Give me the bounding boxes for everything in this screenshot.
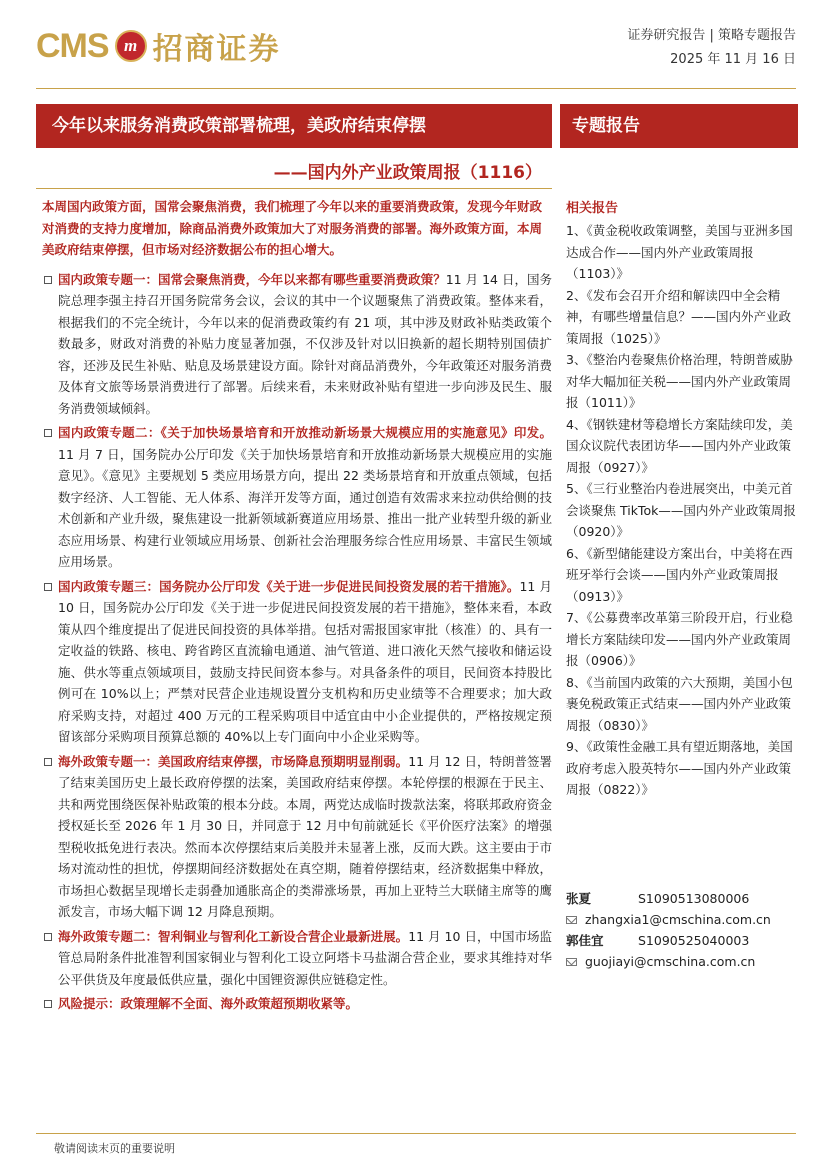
checkbox-bullet-icon: [44, 933, 52, 941]
risk-item: [42, 993, 552, 1015]
checkbox-bullet-icon: [44, 276, 52, 284]
report-title: 今年以来服务消费政策部署梳理，美政府结束停摆: [36, 104, 552, 148]
analyst-email-row: [566, 909, 798, 930]
policy-item: [42, 422, 552, 573]
report-type: 证券研究报告 | 策略专题报告: [627, 28, 796, 43]
header-meta: [627, 24, 796, 72]
policy-item-head: 海外政策专题一：美国政府结束停摆，市场降息预期明显削弱。: [58, 753, 409, 769]
logo-badge-icon: m: [115, 30, 147, 62]
summary: 本周国内政策方面，国常会聚焦消费，我们梳理了今年以来的重要消费政策，发现今年财政对消费的支持力度增加，除商品消费外政策加大了对服务消费的部署。海外政策方面，本周美政府结束停摆，但市场对经济数据公布的担心增大。: [42, 199, 543, 257]
checkbox-bullet-icon: [44, 429, 52, 437]
policy-item: [42, 926, 552, 991]
logo-chinese-name: 招商证券: [152, 32, 281, 67]
policy-item-body: 11 月 12 日，特朗普签署了结束美国历史上最长政府停摆的法案，美国政府结束停摆。本轮停摆的根源在于民主、共和两党围绕医保补贴政策的根本分歧。本周，两党达成临时拨款法案，将联邦政府资金授权延长至 2026 年 1 月 30 日，并同意于 12 月中旬前就延长《平价医疗法案》的增强型税收抵免进行表决。然而本次停摆结束后美股并未显著上涨，反而大跌。这主要由于市场对流动性的担忧，停摆期间经济数据处在真空期，随着停摆结束，经济数据集中释放，市场担心数据呈现增长走弱叠加通胀高企的类滞涨场景，再加上亚特兰大联储主席等的鹰派发言，市场大幅下调 12 月降息预期。: [58, 753, 552, 919]
policy-item-head: 海外政策专题二：智利铜业与智利化工新设合营企业最新进展。: [58, 928, 409, 944]
analysts: [566, 888, 798, 972]
checkbox-bullet-icon: [44, 1000, 52, 1008]
related-reports: [566, 198, 798, 801]
analyst-name: 张夏: [566, 891, 592, 906]
related-report-link[interactable]: 5、《三行业整治内卷进展突出，中美元首会谈聚焦 TikTok——国内外产业政策周报（0920）》: [566, 481, 796, 539]
risk-warning: 风险提示：政策理解不全面、海外政策超预期收紧等。: [58, 996, 359, 1011]
report-tag: 专题报告: [560, 104, 798, 148]
policy-item-body: 11 月 7 日，国务院办公厅印发《关于加快场景培育和开放推动新场景大规模应用的实施意见》。《意见》主要规划 5 类应用场景方向，提出 22 类场景培育和开放重点领域，包括数字经济、人工智能、无人体系、海洋开发等方面，通过创造有效需求来拉动供给侧的技术创新和产业升级，聚焦建设一批新领域新赛道应用场景、推出一批产业转型升级的新业态应用场景、构建行业领域应用场景、创新社会治理服务综合性应用场景、丰富民生领域应用场景。: [58, 446, 552, 569]
logo-text: CMS: [36, 26, 109, 65]
footer-note: 敬请阅读末页的重要说明: [54, 1142, 175, 1155]
analyst-email[interactable]: zhangxia1@cmschina.com.cn: [585, 912, 771, 927]
main-content: [42, 196, 552, 1018]
policy-item: [42, 751, 552, 923]
policy-item: [42, 576, 552, 748]
header-divider: [36, 88, 796, 89]
analyst-cert: S1090525040003: [638, 933, 750, 948]
checkbox-bullet-icon: [44, 758, 52, 766]
related-report-link[interactable]: 1、《黄金税收政策调整，美国与亚洲多国达成合作——国内外产业政策周报（1103）》: [566, 223, 793, 281]
policy-item-head: 国内政策专题三：国务院办公厅印发《关于进一步促进民间投资发展的若干措施》。: [58, 578, 520, 594]
mail-icon: [566, 916, 577, 924]
policy-item-body: 11 月 14 日，国务院总理李强主持召开国务院常务会议，会议的其中一个议题聚焦了消费政策。整体来看，根据我们的不完全统计，今年以来的促消费政策约有 21 项，其中涉及财政补贴类政策个数最多，财政对消费的补贴力度显著加强，不仅涉及针对以旧换新的超长期特别国债扩容，还涉及民生补贴、贴息及场景建设方面。除针对商品消费外，今年政策还对服务消费及体育文旅等场景消费进行了部署。后续来看，未来财政补贴有望进一步向涉及民生、服务消费领域倾斜。: [58, 271, 552, 416]
policy-item: [42, 269, 552, 420]
related-report-link[interactable]: 9、《政策性金融工具有望近期落地，美国政府考虑入股英特尔——国内外产业政策周报（0822）》: [566, 739, 793, 797]
related-reports-title: 相关报告: [566, 201, 619, 216]
report-date: 2025 年 11 月 16 日: [670, 52, 796, 67]
report-subtitle: ——国内外产业政策周报（1116）: [273, 163, 542, 183]
analyst-row: [566, 888, 798, 909]
footer-divider: [36, 1133, 796, 1134]
related-report-link[interactable]: 2、《发布会召开介绍和解读四中全会精神，有哪些增量信息？——国内外产业政策周报（1025）》: [566, 287, 792, 346]
policy-item-head: 国内政策专题二：《关于加快场景培育和开放推动新场景大规模应用的实施意见》印发。: [58, 425, 552, 440]
policy-item-head: 国内政策专题一：国常会聚焦消费，今年以来都有哪些重要消费政策？: [58, 271, 446, 287]
related-report-link[interactable]: 3、《整治内卷聚焦价格治理，特朗普威胁对华大幅加征关税——国内外产业政策周报（1011）》: [566, 352, 793, 410]
analyst-row: [566, 930, 798, 951]
page-header: [0, 0, 826, 96]
analyst-name: 郭佳宜: [566, 933, 604, 948]
analyst-cert: S1090513080006: [638, 891, 750, 906]
policy-item-body: 11 月 10 日，中国市场监管总局附条件批准智利国家铜业与智利化工设立阿塔卡马盐湖合营企业，要求其维持对华公平供货及年度最低供应量，强化中国锂资源供应链稳定性。: [58, 928, 552, 987]
mail-icon: [566, 958, 577, 966]
related-report-link[interactable]: 7、《公募费率改革第三阶段开启，行业稳增长方案陆续印发——国内外产业政策周报（0906）》: [566, 610, 793, 668]
policy-item-body: 11 月 10 日，国务院办公厅印发《关于进一步促进民间投资发展的若干措施》，整体来看，本政策从四个维度提出了促进民间投资的具体举措。包括对需报国家审批（核准）的、具有一定收益的铁路、核电、跨省跨区直流输电通道、油气管道、进口液化天然气接收和储运设施、供水等重点领域项目，鼓励支持民间资本参与。对具备条件的项目，民间资本持股比例可在 10%以上；严禁对民营企业违规设置分支机构和历史业绩等不合理要求；加大政府采购支持，对超过 400 万元的工程采购项目中适宜由中小企业提供的，严格按规定预留该部分采购项目预算总额的 40%以上专门面向中小企业采购等。: [58, 578, 552, 744]
analyst-email[interactable]: guojiayi@cmschina.com.cn: [585, 954, 756, 969]
cms-logo: [36, 24, 281, 68]
related-report-link[interactable]: 4、《钢铁建材等稳增长方案陆续印发，美国众议院代表团访华——国内外产业政策周报（0927）》: [566, 416, 793, 475]
analyst-email-row: [566, 951, 798, 972]
related-report-link[interactable]: 8、《当前国内政策的六大预期，美国小包裹免税政策正式结束——国内外产业政策周报（0830）》: [566, 674, 793, 733]
checkbox-bullet-icon: [44, 583, 52, 591]
related-report-link[interactable]: 6、《新型储能建设方案出台，中美将在西班牙举行会谈——国内外产业政策周报（0913）》: [566, 545, 793, 604]
subtitle-divider: [36, 188, 552, 189]
